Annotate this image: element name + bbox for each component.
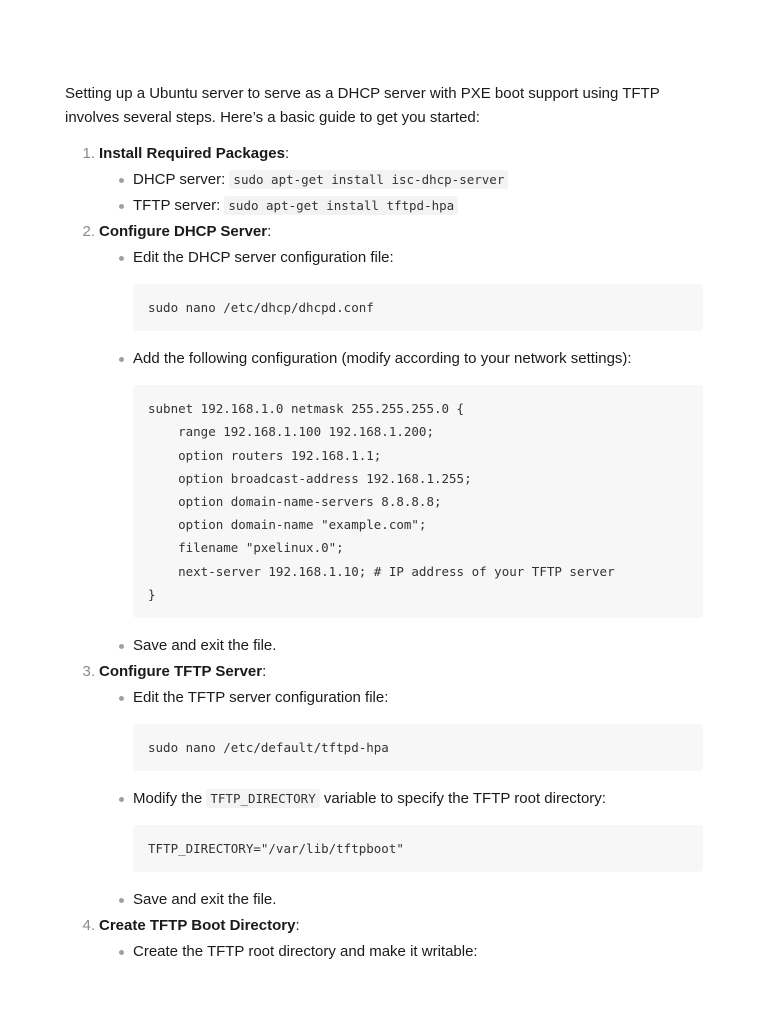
step-heading — [82, 220, 703, 244]
item-text: variable to specify the TFTP root directory: — [319, 790, 606, 808]
code-line: option domain-name-servers 8.8.8.8; — [148, 494, 442, 510]
step-colon: : — [295, 917, 300, 935]
inline-code: TFTP_DIRECTORY — [206, 789, 319, 808]
item-text: Save and exit the file. — [133, 891, 277, 909]
code-block — [133, 385, 703, 618]
code-block — [133, 825, 703, 872]
step-title: Install Required Packages — [99, 145, 285, 162]
item-text: Add the following configuration (modify according to your network settings): — [133, 350, 632, 368]
list-item — [99, 940, 703, 964]
item-text: Save and exit the file. — [133, 637, 277, 655]
step-number: 3. — [82, 663, 95, 681]
code-line: option routers 192.168.1.1; — [148, 447, 382, 463]
item-text: DHCP server: — [133, 171, 230, 188]
step-number: 1. — [82, 145, 95, 162]
step-title: Create TFTP Boot Directory — [99, 917, 296, 935]
item-text: TFTP server: — [133, 197, 225, 214]
code-line: range 192.168.1.100 192.168.1.200; — [148, 424, 434, 440]
substep-list — [99, 686, 703, 912]
step-item — [65, 220, 703, 658]
item-text: Create the TFTP root directory and make it writable: — [133, 943, 478, 961]
item-text: Modify the — [133, 790, 207, 808]
code-line: option broadcast-address 192.168.1.255; — [148, 470, 472, 486]
step-heading — [82, 660, 703, 684]
code-line: filename "pxelinux.0"; — [148, 540, 344, 556]
intro-paragraph: Setting up a Ubuntu server to serve as a DHCP server with PXE boot support using TFTP involves several steps. Here’s a basic guide to get you started: — [65, 85, 660, 126]
step-item — [65, 142, 703, 218]
code-line: sudo nano /etc/default/tftpd-hpa — [148, 740, 389, 756]
step-item — [65, 660, 703, 912]
code-line: option domain-name "example.com"; — [148, 517, 427, 533]
step-item — [65, 914, 703, 964]
list-item — [99, 787, 703, 872]
document-body — [65, 82, 703, 964]
code-line: TFTP_DIRECTORY="/var/lib/tftpboot" — [148, 841, 404, 857]
step-colon: : — [267, 223, 272, 240]
step-colon: : — [284, 145, 290, 162]
item-text: Edit the DHCP server configuration file: — [133, 249, 394, 266]
steps-list — [65, 142, 703, 964]
list-item — [99, 686, 703, 771]
substep-list — [99, 168, 703, 218]
step-title: Configure DHCP Server — [99, 223, 268, 240]
code-block — [133, 724, 703, 771]
substep-list — [99, 246, 703, 658]
substep-list — [99, 940, 703, 964]
step-title: Configure TFTP Server — [99, 663, 263, 681]
inline-code: sudo apt-get install isc-dhcp-server — [229, 170, 508, 189]
code-line: next-server 192.168.1.10; # IP address of your TFTP server — [148, 563, 615, 579]
step-number: 2. — [82, 223, 95, 240]
inline-code: sudo apt-get install tftpd-hpa — [224, 196, 458, 215]
step-heading — [82, 914, 703, 938]
list-item — [99, 246, 703, 331]
list-item — [99, 634, 703, 658]
item-text: Edit the TFTP server configuration file: — [133, 689, 389, 707]
list-item — [99, 168, 703, 192]
code-line: sudo nano /etc/dhcp/dhcpd.conf — [148, 300, 374, 315]
list-item — [99, 347, 703, 618]
list-item — [99, 888, 703, 912]
list-item — [99, 194, 703, 218]
step-heading — [82, 142, 703, 166]
code-block — [133, 284, 703, 331]
step-colon: : — [262, 663, 267, 681]
code-line: subnet 192.168.1.0 netmask 255.255.255.0 { — [148, 401, 465, 417]
step-number: 4. — [82, 917, 95, 935]
code-line: } — [148, 586, 156, 602]
